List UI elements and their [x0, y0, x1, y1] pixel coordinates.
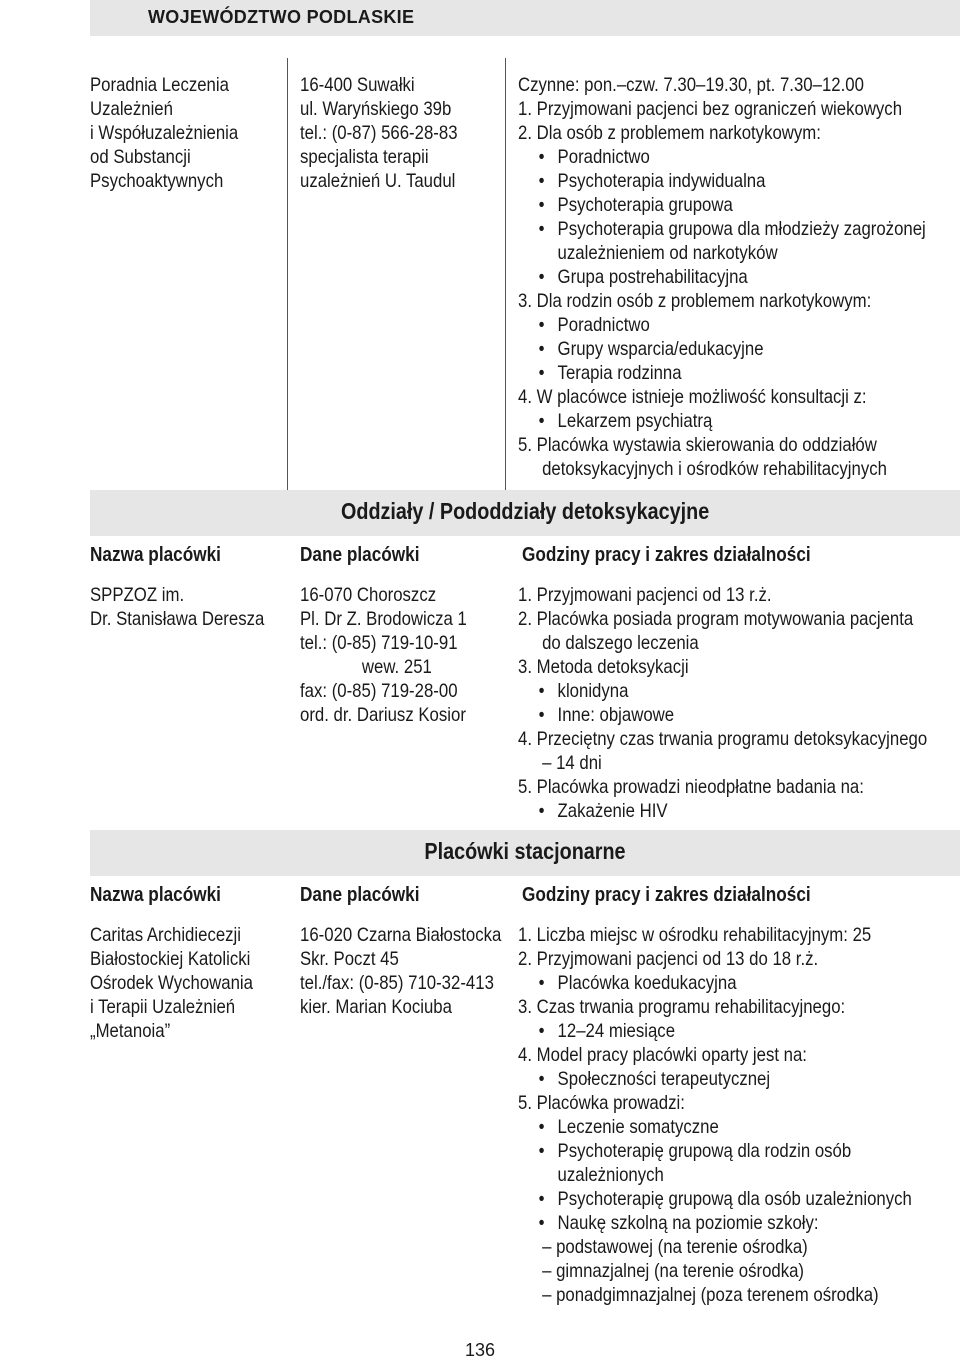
list-item-text: 2. Placówka posiada program motywowania pacjenta [518, 608, 914, 630]
column-header-details: Dane placówki [300, 544, 420, 566]
text-line: fax: (0-85) 719-28-00 [300, 680, 458, 702]
bullet-icon: • [538, 704, 545, 726]
list-item [518, 607, 927, 631]
list-item-text: Psychoterapię grupową dla rodzin osób [557, 1140, 852, 1162]
list-item-text: 2. Dla osób z problemem narkotykowym: [518, 122, 821, 144]
text-line: tel.: (0-85) 719-10-91 [300, 632, 458, 654]
list-item-text: Lekarzem psychiatrą [557, 410, 713, 432]
list-item-text: 4. Przeciętny czas trwania programu detoksykacyjnego [518, 728, 928, 750]
list-item [518, 679, 927, 703]
list-item-text: 1. Przyjmowani pacjenci bez ograniczeń wiekowych [518, 98, 903, 120]
entry3-hours [518, 923, 960, 1307]
list-item [518, 313, 926, 337]
text-line: 16-400 Suwałki [300, 74, 415, 96]
entry1-details [300, 73, 483, 193]
list-item-text: Placówka koedukacyjna [557, 972, 737, 994]
list-item-text: uzależnionych [557, 1164, 664, 1186]
bullet-icon: • [538, 972, 545, 994]
entry2-name [90, 583, 293, 631]
region-title: WOJEWÓDZTWO PODLASKIE [148, 7, 415, 27]
section-band-stationary [90, 830, 960, 876]
text-line: ord. dr. Dariusz Kosior [300, 704, 466, 726]
list-item [518, 923, 912, 947]
bullet-icon: • [538, 1188, 545, 1210]
text-line: Uzależnień [90, 98, 173, 120]
list-item-text: 5. Placówka wystawia skierowania do oddziałów [518, 434, 877, 456]
bullet-icon: • [538, 1020, 545, 1042]
text-line: 16-070 Choroszcz [300, 584, 437, 606]
list-item [518, 289, 926, 313]
entry1-hours [518, 73, 960, 481]
list-item [518, 1019, 912, 1043]
text-line: Pl. Dr Z. Brodowicza 1 [300, 608, 467, 630]
list-item [518, 1187, 912, 1211]
list-item-text: klonidyna [557, 680, 629, 702]
list-item [518, 97, 926, 121]
list-item [518, 385, 926, 409]
text-line: specjalista terapii [300, 146, 429, 168]
list-item-text: 5. Placówka prowadzi nieodpłatne badania na: [518, 776, 864, 798]
page-number: 136 [464, 1340, 496, 1360]
list-item [518, 361, 926, 385]
list-item-text: do dalszego leczenia [542, 632, 699, 654]
list-item-text: – gimnazjalnej (na terenie ośrodka) [542, 1260, 805, 1282]
bullet-icon: • [538, 170, 545, 192]
list-item-text: Psychoterapia grupowa [557, 194, 733, 216]
bullet-icon: • [538, 146, 545, 168]
bullet-icon: • [538, 218, 545, 240]
text-line: i Współuzależnienia [90, 122, 239, 144]
list-item-text: Społeczności terapeutycznej [557, 1068, 771, 1090]
list-item-text: – ponadgimnazjalnej (poza terenem ośrodka) [542, 1284, 879, 1306]
section-title: Placówki stacjonarne [424, 838, 626, 864]
list-item [518, 703, 927, 727]
text-line: tel.: (0-87) 566-28-83 [300, 122, 458, 144]
bullet-icon: • [538, 338, 545, 360]
text-line: uzależnień U. Taudul [300, 170, 456, 192]
list-item [518, 1043, 912, 1067]
bullet-icon: • [538, 410, 545, 432]
column-header-details: Dane placówki [300, 884, 420, 906]
list-item [518, 947, 912, 971]
list-item [518, 583, 927, 607]
list-item [518, 727, 927, 751]
text-line: „Metanoia” [90, 1020, 171, 1042]
bullet-icon: • [538, 362, 545, 384]
entry2-hours [518, 583, 960, 823]
bullet-icon: • [538, 1140, 545, 1162]
column-header-name: Nazwa placówki [90, 544, 221, 566]
bullet-icon: • [538, 1116, 545, 1138]
text-line: Dr. Stanisława Deresza [90, 608, 265, 630]
bullet-icon: • [538, 800, 545, 822]
bullet-icon: • [538, 1068, 545, 1090]
list-item-text: Psychoterapię grupową dla osób uzależnionych [557, 1188, 912, 1210]
list-item-text: – podstawowej (na terenie ośrodka) [542, 1236, 808, 1258]
list-item-text: Czynne: pon.–czw. 7.30–19.30, pt. 7.30–12.00 [518, 74, 864, 96]
entry3-name [90, 923, 280, 1043]
section-title: Oddziały / Pododdziały detoksykacyjne [340, 498, 710, 524]
list-item-text: 1. Przyjmowani pacjenci od 13 r.ż. [518, 584, 772, 606]
column-header-hours: Godziny pracy i zakres działalności [522, 544, 811, 566]
text-line: Skr. Poczt 45 [300, 948, 399, 970]
list-item-text: Terapia rodzinna [557, 362, 682, 384]
entry1-name [90, 73, 262, 193]
list-item-text: detoksykacyjnych i ośrodków rehabilitacyjnych [542, 458, 887, 480]
list-item [518, 1115, 912, 1139]
list-item [518, 1163, 912, 1187]
list-item [518, 799, 927, 823]
text-line: wew. 251 [361, 656, 432, 678]
list-item [518, 241, 926, 265]
text-line: Białostockiej Katolicki [90, 948, 251, 970]
list-item [518, 265, 926, 289]
list-item [518, 433, 926, 457]
list-item [518, 971, 912, 995]
entry2-details [300, 583, 494, 727]
list-item [518, 995, 912, 1019]
list-item [518, 1067, 912, 1091]
column-header-name: Nazwa placówki [90, 884, 221, 906]
list-item [518, 655, 927, 679]
list-item-text: 5. Placówka prowadzi: [518, 1092, 685, 1114]
list-item [518, 1211, 912, 1235]
text-line: Psychoaktywnych [90, 170, 224, 192]
text-line: kier. Marian Kociuba [300, 996, 452, 1018]
bullet-icon: • [538, 194, 545, 216]
list-item [518, 1091, 912, 1115]
text-line: SPPZOZ im. [90, 584, 185, 606]
list-item-text: – 14 dni [542, 752, 602, 774]
column-header-hours: Godziny pracy i zakres działalności [522, 884, 811, 906]
list-item [518, 193, 926, 217]
bullet-icon: • [538, 314, 545, 336]
list-item [518, 73, 926, 97]
list-item-text: Grupy wsparcia/edukacyjne [557, 338, 764, 360]
entry3-details [300, 923, 534, 1019]
text-line: tel./fax: (0-85) 710-32-413 [300, 972, 494, 994]
column-divider [505, 58, 506, 490]
list-item [518, 631, 927, 655]
list-item [518, 1139, 912, 1163]
list-item [518, 121, 926, 145]
bullet-icon: • [538, 1212, 545, 1234]
list-item-text: Zakażenie HIV [557, 800, 668, 822]
region-header [90, 0, 960, 36]
list-item-text: Psychoterapia grupowa dla młodzieży zagrożonej [557, 218, 926, 240]
list-item [518, 337, 926, 361]
list-item [518, 457, 926, 481]
text-line: Ośrodek Wychowania [90, 972, 253, 994]
list-item-text: 3. Dla rodzin osób z problemem narkotykowym: [518, 290, 872, 312]
list-item [518, 1235, 912, 1259]
list-item-text: Naukę szkolną na poziomie szkoły: [557, 1212, 819, 1234]
list-item [518, 1259, 912, 1283]
list-item-text: Leczenie somatyczne [557, 1116, 719, 1138]
list-item [518, 217, 926, 241]
list-item-text: 3. Metoda detoksykacji [518, 656, 689, 678]
list-item-text: Inne: objawowe [557, 704, 675, 726]
text-line: 16-020 Czarna Białostocka [300, 924, 502, 946]
list-item-text: 2. Przyjmowani pacjenci od 13 do 18 r.ż. [518, 948, 819, 970]
text-line: Caritas Archidiecezji [90, 924, 241, 946]
column-divider [287, 58, 288, 490]
list-item-text: Poradnictwo [557, 146, 650, 168]
list-item [518, 169, 926, 193]
list-item [518, 775, 927, 799]
text-line: od Substancji [90, 146, 191, 168]
list-item-text: uzależnieniem od narkotyków [557, 242, 778, 264]
list-item-text: Psychoterapia indywidualna [557, 170, 766, 192]
list-item-text: Poradnictwo [557, 314, 650, 336]
list-item [518, 145, 926, 169]
list-item-text: 4. Model pracy placówki oparty jest na: [518, 1044, 807, 1066]
text-line: Poradnia Leczenia [90, 74, 229, 96]
list-item-text: 1. Liczba miejsc w ośrodku rehabilitacyjnym: 25 [518, 924, 872, 946]
bullet-icon: • [538, 680, 545, 702]
list-item [518, 409, 926, 433]
list-item-text: 3. Czas trwania programu rehabilitacyjnego: [518, 996, 846, 1018]
text-line: ul. Waryńskiego 39b [300, 98, 452, 120]
text-line: i Terapii Uzależnień [90, 996, 236, 1018]
list-item-text: 12–24 miesiące [557, 1020, 676, 1042]
list-item-text: Grupa postrehabilitacyjna [557, 266, 748, 288]
list-item-text: 4. W placówce istnieje możliwość konsultacji z: [518, 386, 867, 408]
bullet-icon: • [538, 266, 545, 288]
list-item [518, 1283, 912, 1307]
section-band-detox [90, 490, 960, 536]
list-item [518, 751, 927, 775]
